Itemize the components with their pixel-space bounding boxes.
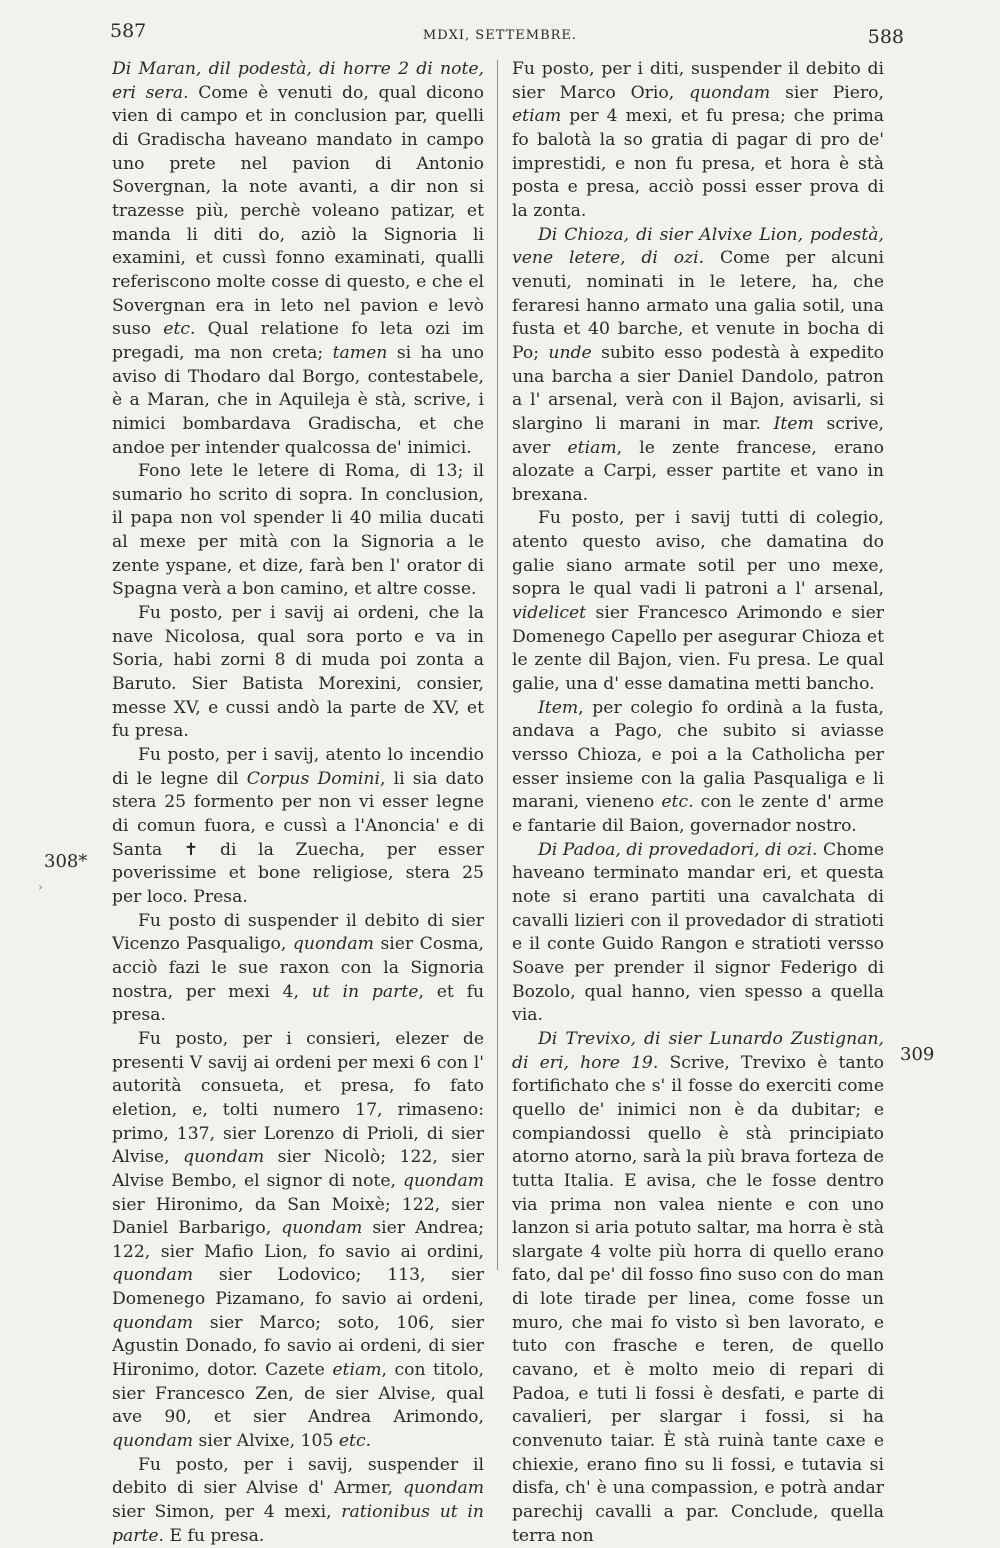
right-paragraph [512, 697, 884, 839]
italic-run: quondam [183, 1147, 265, 1168]
text-run: Fu posto, per i savij, suspender il debito di sier Alvise d' Armer, [112, 1454, 484, 1499]
column-divider [497, 60, 498, 1270]
page-number-left: 587 [110, 20, 147, 42]
right-paragraph [512, 507, 884, 696]
italic-run: ut in parte [311, 981, 419, 1002]
running-title: MDXI, SETTEMBRE. [422, 28, 578, 43]
text-run: sier Alvixe, 105 [193, 1431, 339, 1452]
text-run: Fono lete le letere di Roma, di 13; il sumario ho scrito di sopra. In conclusion, il papa non vol spender li 40 milia ducati al mexe per mità con la Signoria a le zente yspane, et dize, farà ben l' orator di Spagna verà a bon camino, et altre cosse. [112, 461, 484, 600]
margin-folio-right: 309 [900, 1044, 935, 1065]
left-paragraph [112, 910, 484, 1028]
italic-run: videlicet [512, 603, 587, 624]
italic-run: Item [538, 697, 579, 718]
italic-run: etiam [567, 437, 617, 458]
left-paragraph [112, 602, 484, 744]
text-run: sier Simon, per 4 mexi, [112, 1502, 342, 1523]
text-run: si ha uno aviso di Thodaro dal Borgo, contestabele, è a Maran, che in Aquileja è stà, scrive, i nimici bombardava Gradischa, et che andoe per intender qualcossa de' inimici. [112, 342, 484, 458]
text-run: scrive, aver [512, 413, 885, 458]
italic-run: tamen [332, 342, 388, 363]
italic-run: rationibus ut in parte [112, 1502, 484, 1546]
text-run: . E fu presa. [158, 1525, 265, 1546]
italic-run: Di Padoa, di provedadori, di ozi. [538, 839, 818, 860]
text-run: Fu posto, per i consieri, elezer de presenti V savij ai ordeni per mexi 6 con l' autorità consueta, et presa, fo fato eletion, e, tolti numero 17, rimaseno: primo, 137, sier Lorenzo di Prioli, di sier Alvise, [112, 1028, 484, 1168]
text-run: sier Cosma, acciò fazi le sue raxon con la Signoria nostra, per mexi 4, [112, 934, 484, 1002]
text-run: , per colegio fo ordinà a la fusta, andava a Pago, che subito si aviasse versso Chioza, e poi a la Catholicha per esser insieme con la galia Pasqualiga e li marani, vieneno [512, 697, 884, 813]
margin-folio-left: 308* [44, 851, 88, 872]
text-run: , le zente francese, erano alozate a Carpi, esser partite et vano in brexana. [512, 437, 884, 505]
italic-run: Di Chioza, di sier Alvixe Lion, podestà, vene letere, di ozi. [512, 224, 884, 269]
italic-run: quondam [281, 1218, 363, 1239]
left-column [112, 58, 484, 1548]
left-paragraph [112, 58, 484, 460]
italic-run: etiam [512, 106, 562, 127]
text-run: Fu posto, per i savij ai ordeni, che la nave Nicolosa, qual sora porto e va in Soria, habi zorni 8 di muda poi zonta a Baruto. Sier Batista Morexini, consier, messe XV, e cussi andò la parte de XV, et fu presa. [112, 603, 484, 742]
text-run: , li sia dato stera 25 formento per non vi esser legne di comun fuora, e cussì a l'Anoncia' e di Santa ✝ di la Zuecha, per esser poverissime et bone religiose, stera 25 per loco. Presa. [112, 768, 484, 907]
text-run: sier Piero, [770, 82, 884, 103]
italic-run: quondam [112, 1431, 194, 1452]
stray-mark: › [38, 880, 43, 894]
text-run: Chome haveano terminato mandar eri, et questa note si erano partiti una cavalchata di cavalli lizieri con il provedador di stratioti e il conte Guido Rangon e stratioti versso Soave per prender il signor Federigo di Bozolo, qual hanno, vien spesso a quella via. [512, 839, 884, 1026]
text-run: con le zente d' arme e fantarie dil Baion, governador nostro. [512, 792, 884, 836]
italic-run: Di Trevixo, di sier Lunardo Zustignan, di eri, hore 19. [512, 1028, 884, 1073]
italic-run: Item [773, 413, 814, 434]
text-run: sier Andrea; 122, sier Mafio Lion, fo savio ai ordini, [112, 1218, 484, 1262]
italic-run: etc. [661, 792, 694, 813]
page-number-right: 588 [867, 26, 904, 48]
left-paragraph [112, 1028, 484, 1454]
text-run: Scrive, Trevixo è tanto fortifichato che s' il fosse do exerciti come quello de' inimici non è da dubitar; e compiandossi quello è stà principiato atorno atorno, sarà la più brava forteza de tutta Italia. E avisa, che le fosse dentro via prima non valea niente e con uno lanzon si aria potuto saltar, ma horra è stà slargate 4 volte più horra di quello erano fato, dal pe' dil fosso fino suso con do man di lote tirade per linea, come fosse un muro, che mai fo visto sì ben lavorato, e tuto con frasche e teren, de quello cavano, et è molto meio di repari di Padoa, e tuti li fossi è desfati, e parte di cavalieri, per slargar i fossi, si ha convenuto taiar. È stà ruinà tante caxe e chiexie, erano fino su li fossi, e tutavia si disfa, ch' è una compassion, e potrà andar parechij cavalli a par. Conclude, quella terra non [512, 1052, 884, 1546]
text-run: Come è venuti do, qual dicono vien di campo et in conclusion par, quelli di Gradischa haveano mandato in campo uno prete nel pavion di Antonio Sovergnan, la note avanti, a dir non si trazesse più, perchè voleano patizar, et manda li diti do, aziò la Signoria li examini, et cussì fonno examinati, qualli referiscono molte cosse di questo, e che el Sovergnan era in leto nel pavion e levò suso [112, 82, 484, 340]
text-run: Fu posto di suspender il debito di sier Vicenzo Pasqualigo, [112, 910, 484, 955]
text-run: sier Nicolò; 122, sier Alvise Bembo, el signor di note, [112, 1147, 484, 1191]
text-run: per 4 mexi, et fu presa; che prima fo balotà la so gratia di pagar di pro de' imprestidi, e non fu presa, et hora è stà posta e presa, acciò possi esser prova di la zonta. [512, 106, 884, 221]
italic-run: etc. [163, 319, 196, 340]
text-run: sier Francesco Arimondo e sier Domenego Capello per asegurar Chioza et le zente dil Bajon, vien. Fu presa. Le qual galie, una d' esse damatina metti bancho. [512, 603, 884, 695]
left-paragraph [112, 1454, 484, 1548]
italic-run: quondam [292, 934, 374, 955]
right-paragraph [512, 839, 884, 1028]
left-paragraph [112, 744, 484, 910]
running-header [0, 18, 1000, 48]
italic-run: etiam [332, 1360, 382, 1381]
text-run: sier Hironimo, da San Moixè; 122, sier Daniel Barbarigo, [112, 1194, 484, 1239]
text-run: Qual relatione fo leta ozi im pregadi, ma non creta; [112, 319, 484, 363]
right-paragraph [512, 58, 884, 224]
italic-run: etc. [338, 1431, 372, 1452]
text-run: sier Lodovico; 113, sier Domenego Pizamano, fo savio ai ordeni, [112, 1265, 484, 1310]
italic-run: Di Maran, dil podestà, di horre 2 di note, eri sera. [112, 59, 484, 103]
italic-run: quondam [112, 1265, 194, 1286]
right-paragraph [512, 1028, 884, 1548]
text-run: sier Marco; soto, 106, sier Agustin Donado, fo savio ai ordeni, di sier Hironimo, dotor. Cazete [112, 1312, 484, 1381]
left-paragraph [112, 460, 484, 602]
text-run: Fu posto, per i diti, suspender il debito di sier Marco Orio, [512, 59, 884, 103]
text-run: Fu posto, per i savij, atento lo incendio di le legne dil [112, 745, 484, 789]
italic-run: quondam [689, 82, 771, 103]
italic-run: quondam [112, 1312, 194, 1333]
italic-run: Corpus Domini [246, 768, 380, 789]
right-paragraph [512, 224, 884, 508]
italic-run: quondam [402, 1170, 484, 1191]
text-run: Come per alcuni venuti, nominati in le letere, ha, che feraresi hanno armato una galia sotil, una fusta et 40 barche, et venute in bocha di Po; [512, 248, 884, 363]
italic-run: quondam [402, 1478, 484, 1499]
text-run: Fu posto, per i savij tutti di colegio, atento questo aviso, che damatina do galie siano armate sotil per uno mexe, sopra le qual vadi li patroni a l' arsenal, [512, 508, 884, 600]
right-column [512, 58, 884, 1548]
text-run: subito esso podestà à expedito una barcha a sier Daniel Dandolo, patron a l' arsenal, verà con il Bajon, avisarli, si slargino li marani in mar. [512, 342, 884, 434]
text-run: , et fu presa. [112, 981, 485, 1026]
italic-run: unde [548, 342, 592, 363]
text-run: , con titolo, sier Francesco Zen, de sier Alvise, qual ave 90, et sier Andrea Arimondo, [112, 1360, 485, 1428]
